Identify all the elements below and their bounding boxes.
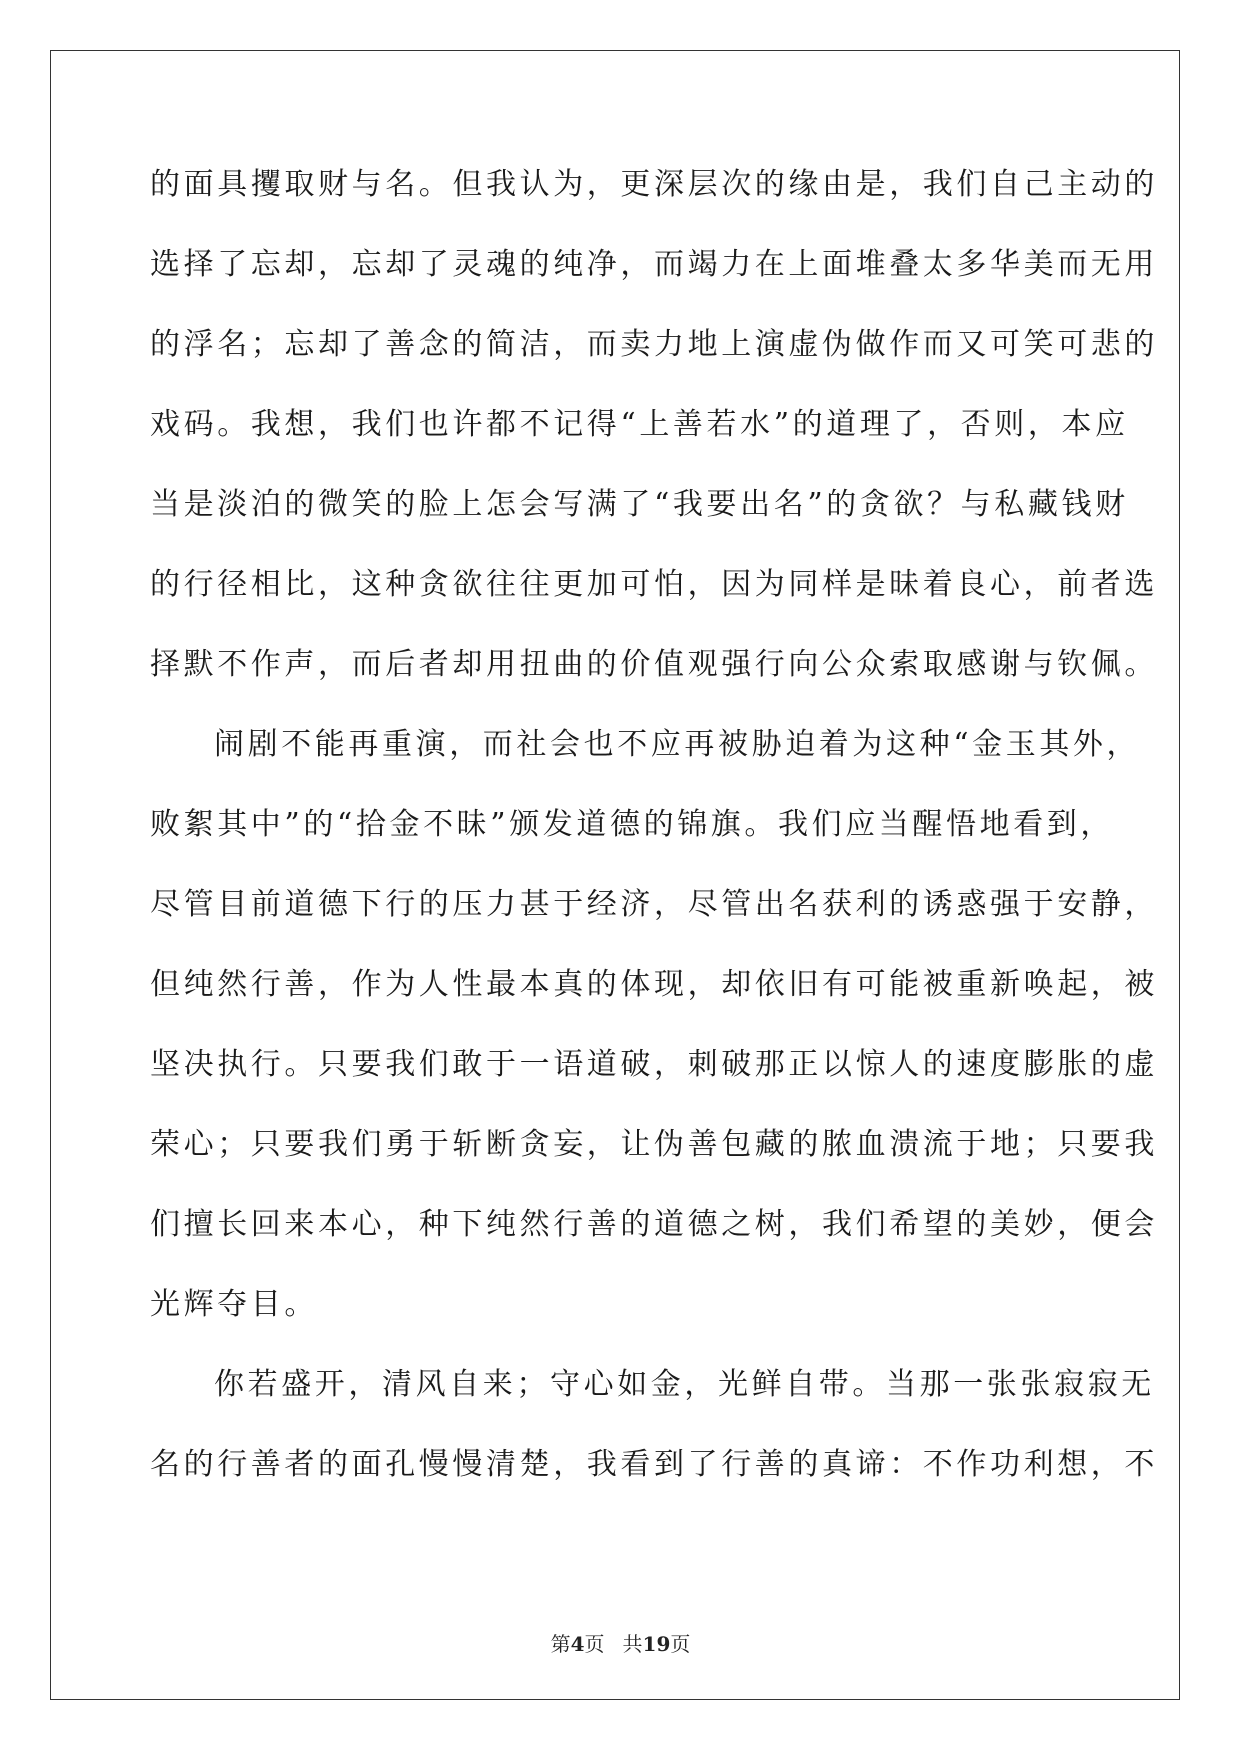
text-line: 们擅长回来本心，种下纯然行善的道德之树，我们希望的美妙，便会 bbox=[150, 1207, 1158, 1242]
text-line: 名的行善者的面孔慢慢清楚，我看到了行善的真谛：不作功利想，不 bbox=[150, 1447, 1158, 1482]
text-line: 的浮名；忘却了善念的简洁，而卖力地上演虚伪做作而又可笑可悲的 bbox=[150, 327, 1158, 362]
text-line: 败絮其中”的“拾金不昧”颁发道德的锦旗。我们应当醒悟地看到， bbox=[150, 807, 1115, 842]
text-line: 坚决执行。只要我们敢于一语道破，刺破那正以惊人的速度膨胀的虚 bbox=[150, 1047, 1158, 1082]
text-line: 荣心；只要我们勇于斩断贪妄，让伪善包藏的脓血溃流于地；只要我 bbox=[150, 1127, 1158, 1162]
total-pages: 19 bbox=[642, 1632, 671, 1656]
paragraph-first-line: 闹剧不能再重演，而社会也不应再被胁迫着为这种“金玉其外， bbox=[214, 727, 1141, 762]
page-footer bbox=[0, 1628, 1241, 1657]
page-suffix: 页 bbox=[584, 1632, 605, 1656]
total-suffix: 页 bbox=[670, 1632, 691, 1656]
page-number: 4 bbox=[570, 1632, 585, 1656]
text-line: 的面具攫取财与名。但我认为，更深层次的缘由是，我们自己主动的 bbox=[150, 167, 1158, 202]
text-line: 尽管目前道德下行的压力甚于经济，尽管出名获利的诱惑强于安静， bbox=[150, 887, 1158, 922]
text-line: 戏码。我想，我们也许都不记得“上善若水”的道理了，否则，本应 bbox=[150, 407, 1129, 442]
text-line: 光辉夺目。 bbox=[150, 1287, 318, 1322]
document-body bbox=[150, 160, 1158, 1520]
text-line: 的行径相比，这种贪欲往往更加可怕，因为同样是昧着良心，前者选 bbox=[150, 567, 1158, 602]
page-prefix: 第 bbox=[550, 1632, 571, 1656]
text-line: 当是淡泊的微笑的脸上怎会写满了“我要出名”的贪欲？与私藏钱财 bbox=[150, 487, 1129, 522]
text-line: 但纯然行善，作为人性最本真的体现，却依旧有可能被重新唤起，被 bbox=[150, 967, 1158, 1002]
text-line: 择默不作声，而后者却用扭曲的价值观强行向公众索取感谢与钦佩。 bbox=[150, 647, 1158, 682]
paragraph-first-line: 你若盛开，清风自来；守心如金，光鲜自带。当那一张张寂寂无 bbox=[214, 1367, 1155, 1402]
total-prefix: 共 bbox=[622, 1632, 643, 1656]
text-line: 选择了忘却，忘却了灵魂的纯净，而竭力在上面堆叠太多华美而无用 bbox=[150, 247, 1158, 282]
